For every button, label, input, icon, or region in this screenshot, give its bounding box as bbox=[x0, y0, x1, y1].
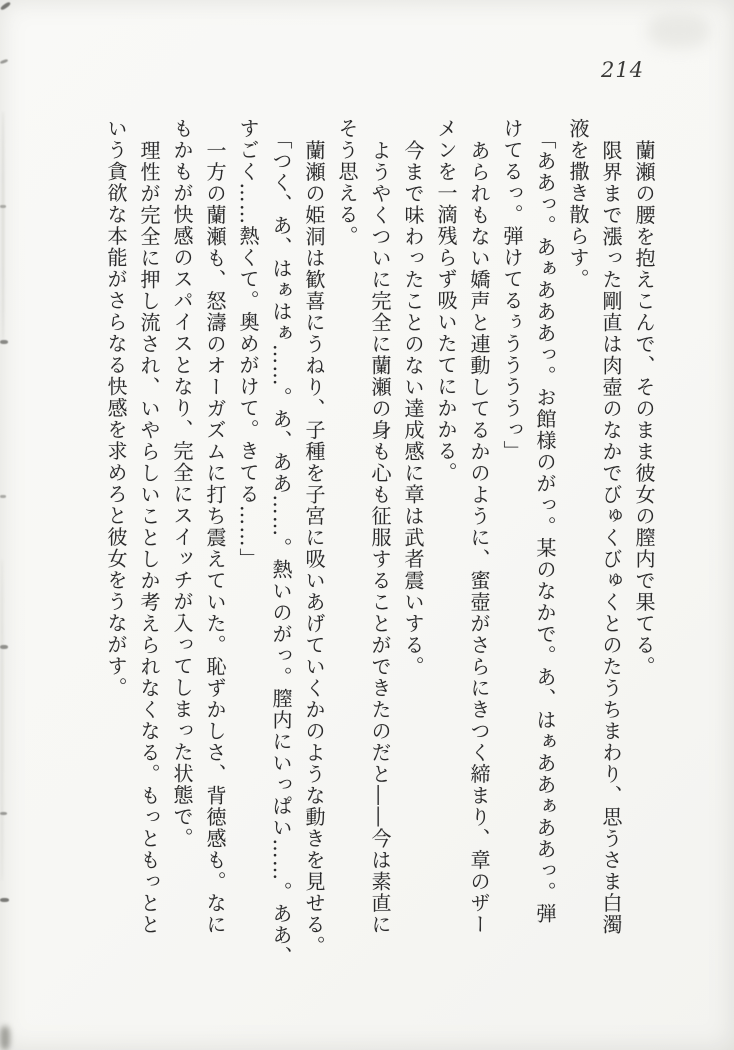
text-column: そう思える。 bbox=[335, 118, 359, 247]
text-column: すごく……熱くて。奥めがけて。きてる……」 bbox=[236, 118, 260, 570]
text-column: いう貪欲な本能がさらなる快感を求めろと彼女をうながす。 bbox=[104, 118, 128, 699]
text-column: あられもない嬌声と連動してるかのように、蜜壺がさらにきつく締まり、章のザー bbox=[467, 139, 491, 935]
page-number: 214 bbox=[601, 58, 645, 82]
text-column: 今まで味わったことのない達成感に章は武者震いする。 bbox=[401, 139, 425, 677]
text-column: メンを一滴残らず吸いたてにかかる。 bbox=[434, 118, 458, 484]
text-column: 液を撒き散らす。 bbox=[566, 118, 590, 290]
text-column: 蘭瀬の姫洞は歓喜にうねり、子種を子宮に吸いあげていくかのような動きを見せる。 bbox=[302, 139, 326, 957]
text-column: 「つく、あ、はぁはぁ……。あ、ああ……。熱いのがっ。膣内にいっぱい……。ああ、 bbox=[269, 128, 293, 968]
text-column: 限界まで漲った剛直は肉壺のなかでびゅくびゅくとのたうちまわり、思うさま白濁 bbox=[599, 139, 623, 935]
text-column: 一方の蘭瀬も、怒濤のオーガズムに打ち震えていた。恥ずかしさ、背徳感も。なに bbox=[203, 139, 227, 935]
text-column: 「ああっ。あぁあああっ。お館様のがっ。某のなかで。あ、はぁああぁああっ。弾 bbox=[533, 128, 557, 925]
text-column: 蘭瀬の腰を抱えこんで、そのまま彼女の膣内で果てる。 bbox=[632, 139, 656, 677]
text-column: もかもが快感のスパイスとなり、完全にスイッチが入ってしまった状態で。 bbox=[170, 118, 194, 849]
text-column: ようやくついに完全に蘭瀬の身も心も征服することができたのだと――今は素直に bbox=[368, 139, 392, 935]
text-column: けてるっ。弾けてるぅううううっ」 bbox=[500, 118, 524, 462]
text-column: 理性が完全に押し流され、いやらしいことしか考えられなくなる。もっともっとと bbox=[137, 139, 161, 935]
